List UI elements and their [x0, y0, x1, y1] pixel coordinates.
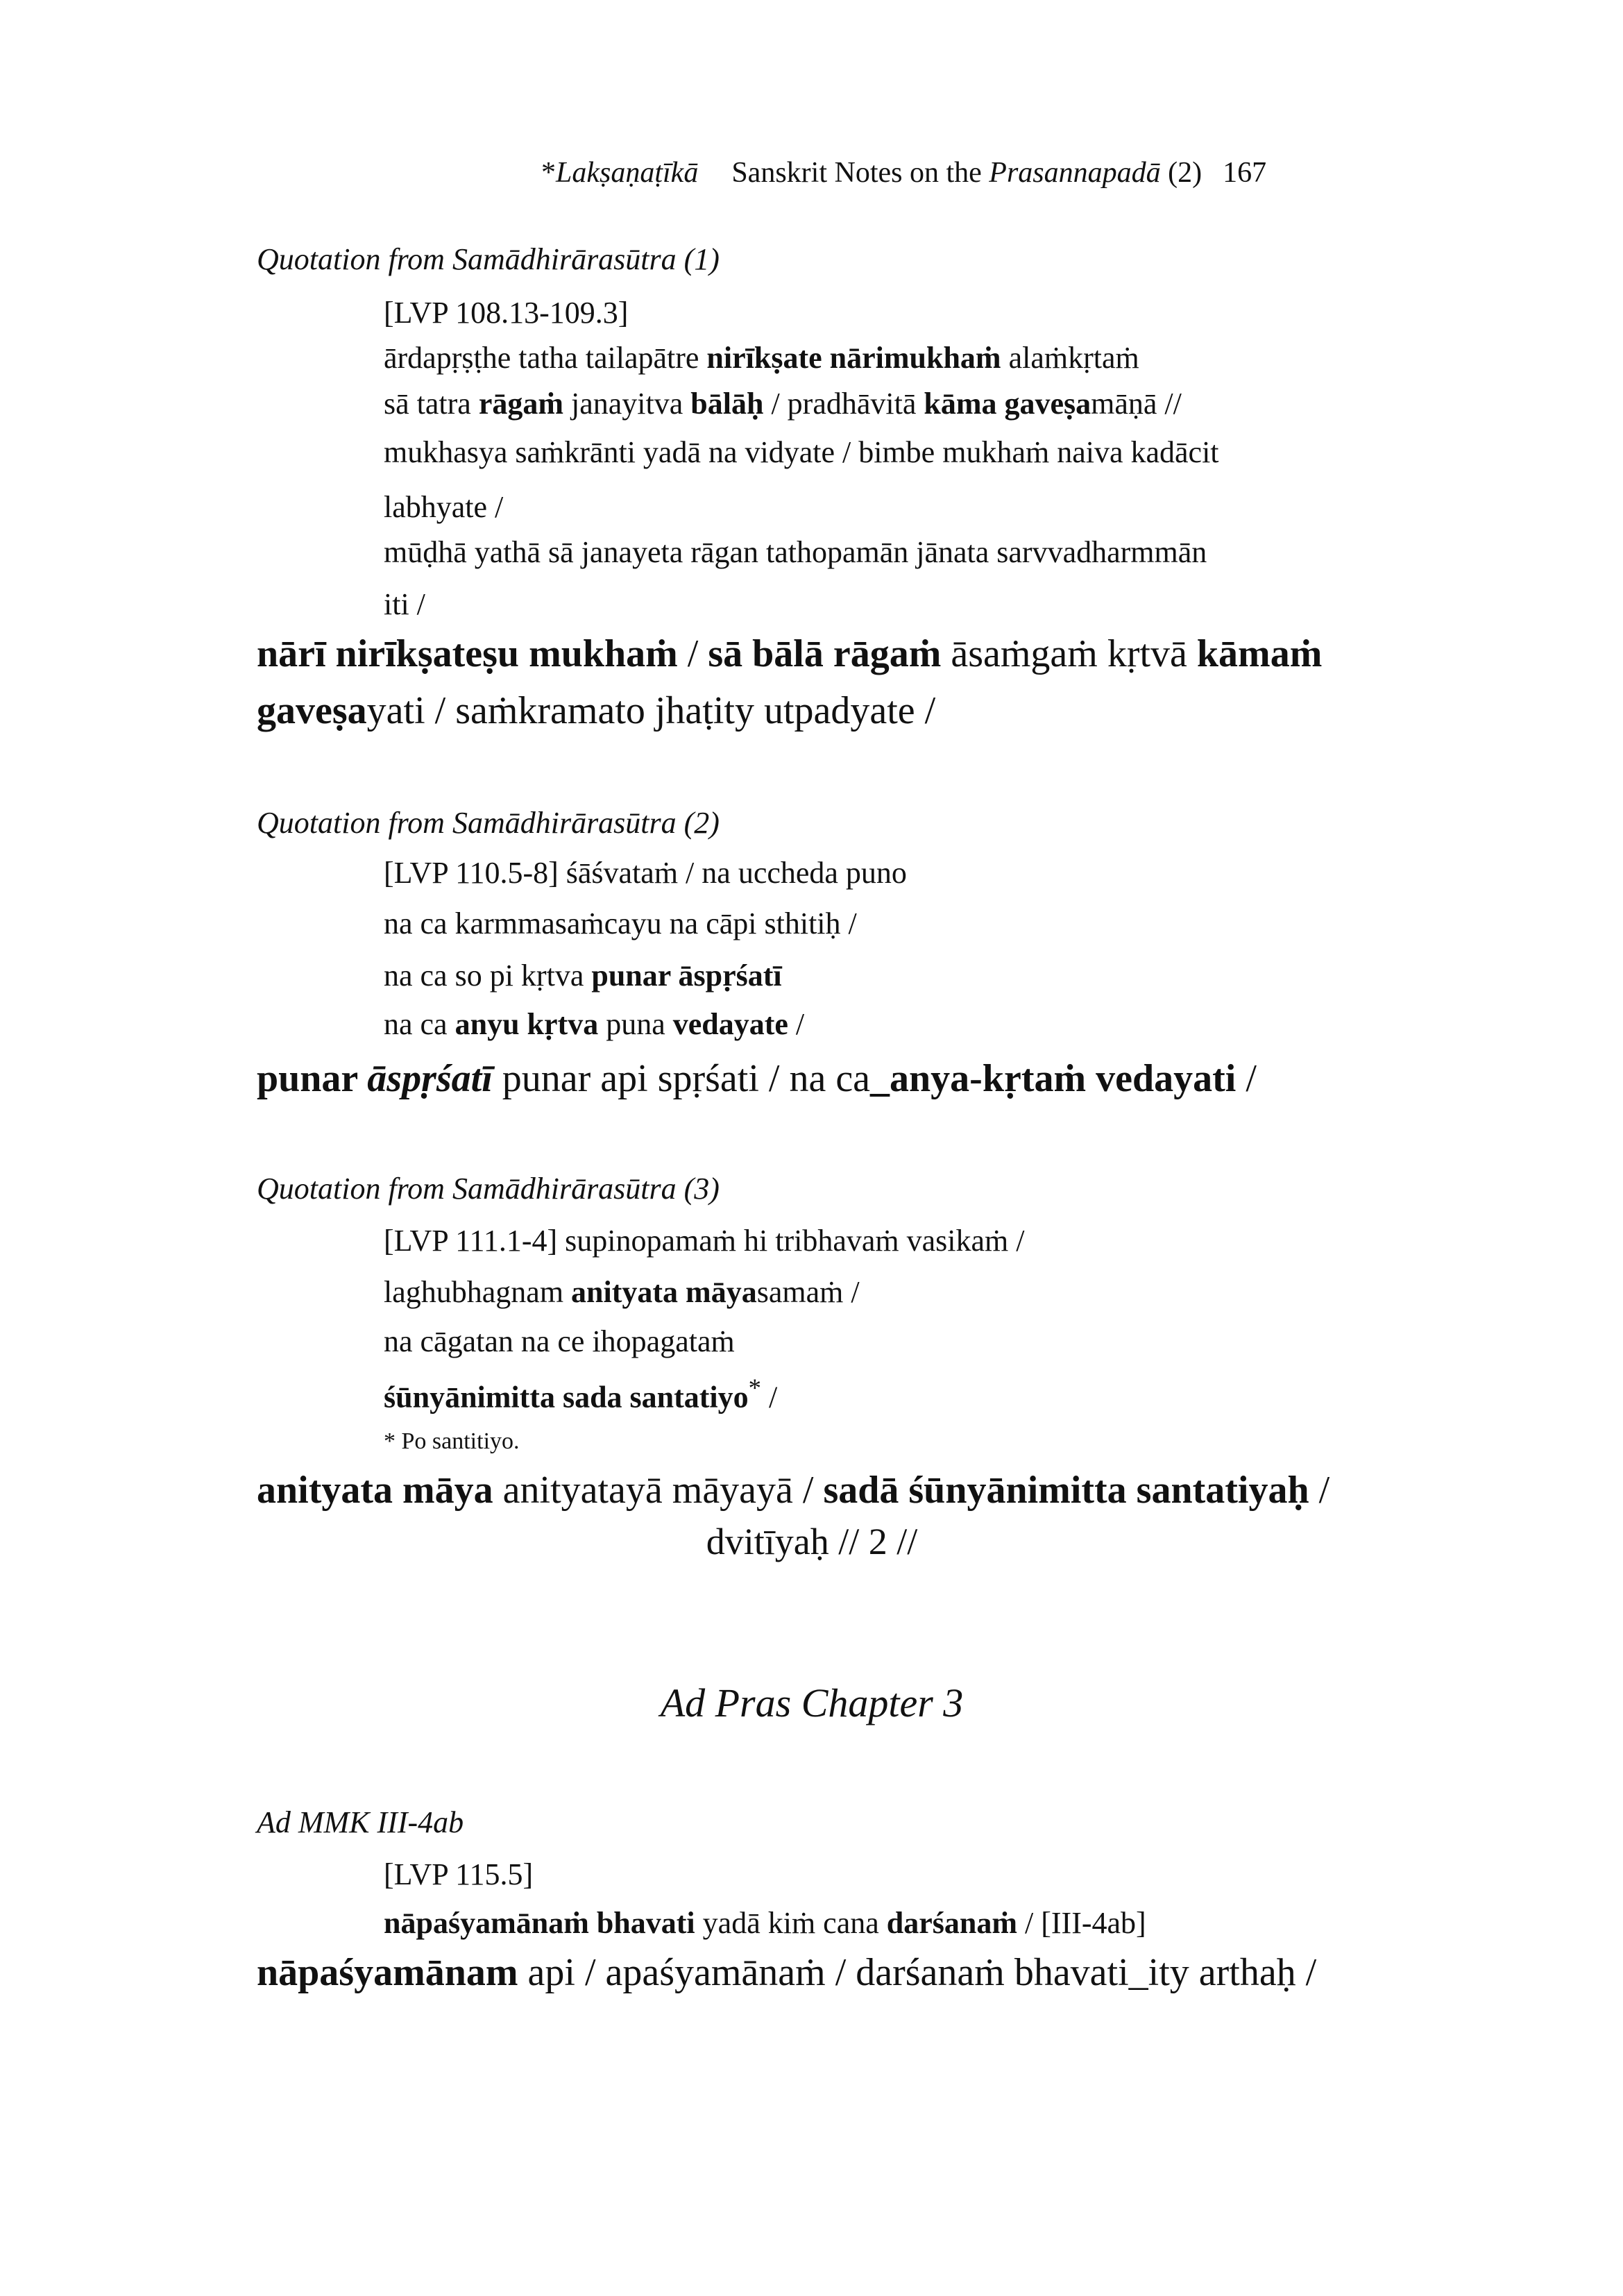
bold-text: anityata māya [257, 1469, 493, 1512]
text: ārdapṛṣṭhe tatha tailapātre [384, 341, 707, 375]
bold-text: gaveṣa [257, 689, 367, 732]
text: yadā kiṁ cana [695, 1906, 887, 1940]
text: yati / saṁkramato jhaṭity utpadyate / [366, 689, 936, 732]
page-number: 167 [1223, 157, 1267, 189]
text: / [1309, 1469, 1330, 1512]
bold-text: sā bālā rāgaṁ [708, 632, 942, 675]
bold-text: punar āspṛśatī [591, 959, 782, 993]
verse-line: [LVP 110.5-8] śāśvataṁ / na uccheda puno [384, 856, 907, 890]
section-heading: Ad MMK III-4ab [257, 1805, 464, 1839]
bold-text: anyu kṛtva [454, 1007, 599, 1041]
text: samaṁ / [756, 1275, 860, 1309]
text: anityatayā māyayā / [493, 1469, 824, 1512]
text: / [1236, 1057, 1257, 1100]
bold-text: vedayate [672, 1007, 788, 1041]
text: / [761, 1380, 778, 1415]
bold-text: nirīkṣate nārimukhaṁ [706, 341, 1001, 375]
text: / pradhāvitā [763, 387, 924, 421]
bold-text: mukhaṁ [529, 632, 678, 675]
text: / [III-4ab] [1017, 1906, 1146, 1940]
verse-reference: [LVP 115.5] [384, 1857, 534, 1891]
text: alaṁkṛtaṁ [1001, 341, 1139, 375]
verse-line [384, 340, 1139, 375]
text: janayitva [563, 387, 691, 421]
verse-line [384, 1274, 860, 1310]
text: api / apaśyamānaṁ / darśanaṁ bhavati_ity arthaḥ / [518, 1951, 1317, 1994]
section-heading: Quotation from Samādhirārasūtra (3) [257, 1172, 720, 1206]
bold-text: _anya-kṛtaṁ vedayati [870, 1057, 1237, 1100]
verse-line: na cāgatan na ce ihopagataṁ [384, 1324, 735, 1358]
text: / [788, 1007, 805, 1041]
verse-reference: [LVP 108.13-109.3] [384, 296, 629, 330]
section-heading: Quotation from Samādhirārasūtra (1) [257, 242, 720, 276]
bold-italic-text: āspṛśatī [367, 1057, 493, 1100]
bold-text: nārī nirīkṣateṣu [257, 632, 520, 675]
text: / [677, 632, 708, 675]
verse-line: na ca karmmasaṁcayu na cāpi sthitiḥ / [384, 906, 857, 940]
verse-line [384, 1905, 1146, 1941]
text: sā tatra [384, 387, 479, 421]
text: na ca [384, 1007, 455, 1041]
section-end-marker: dvitīyaḥ // 2 // [706, 1521, 918, 1562]
commentary-line [257, 632, 1322, 676]
verse-line: mukhasya saṁkrānti yadā na vidyate / bimbe mukhaṁ naiva kadācit [384, 435, 1219, 469]
bold-text: nāpaśyamānam [257, 1951, 518, 1994]
header-subtitle: Sanskrit Notes on the [731, 157, 989, 189]
text [519, 632, 529, 675]
bold-text: śūnyānimitta sada santatiyo [384, 1380, 749, 1415]
text: āsaṁgaṁ kṛtvā [941, 632, 1197, 675]
verse-line: iti / [384, 587, 425, 621]
verse-line [384, 958, 782, 993]
bold-text: kāmaṁ [1196, 632, 1323, 675]
header-asterisk: * [541, 157, 556, 189]
text: punar api spṛśati / na ca [492, 1057, 871, 1100]
bold-text: rāgaṁ [478, 387, 563, 421]
verse-line [384, 386, 1182, 421]
running-header [541, 156, 1381, 189]
bold-text: bālāḥ [690, 387, 764, 421]
commentary-line [257, 1056, 1257, 1101]
header-subtitle-suffix: (2) [1160, 157, 1203, 189]
verse-line: mūḍhā yathā sā janayeta rāgan tathopamān jānata sarvvadharmmān [384, 535, 1207, 569]
bold-text: anityata māya [571, 1275, 757, 1309]
header-subtitle-italic: Prasannapadā [989, 157, 1161, 189]
commentary-line [257, 689, 935, 733]
header-title: Lakṣaṇaṭīkā [556, 157, 699, 189]
commentary-line [257, 1468, 1329, 1512]
bold-text: punar [257, 1057, 368, 1100]
section-heading: Quotation from Samādhirārasūtra (2) [257, 806, 720, 840]
verse-line [384, 1006, 804, 1042]
footnote-marker: * [748, 1374, 761, 1402]
bold-text: kāma gaveṣa [924, 387, 1091, 421]
text: laghubhagnam [384, 1275, 572, 1309]
verse-line: labhyate / [384, 490, 504, 524]
bold-text: sadā śūnyānimitta santatiyaḥ [823, 1469, 1309, 1512]
verse-line [384, 1373, 777, 1415]
bold-text: darśanaṁ [886, 1906, 1018, 1940]
commentary-line [257, 1950, 1316, 1995]
verse-line: [LVP 111.1-4] supinopamaṁ hi tribhavaṁ vasikaṁ / [384, 1224, 1025, 1258]
text: na ca so pi kṛtva [384, 959, 592, 993]
bold-text: nāpaśyamānaṁ bhavati [384, 1906, 695, 1940]
chapter-title: Ad Pras Chapter 3 [660, 1680, 964, 1725]
text: māṇā // [1091, 387, 1182, 421]
text: puna [598, 1007, 673, 1041]
footnote: * Po santitiyo. [384, 1428, 520, 1454]
